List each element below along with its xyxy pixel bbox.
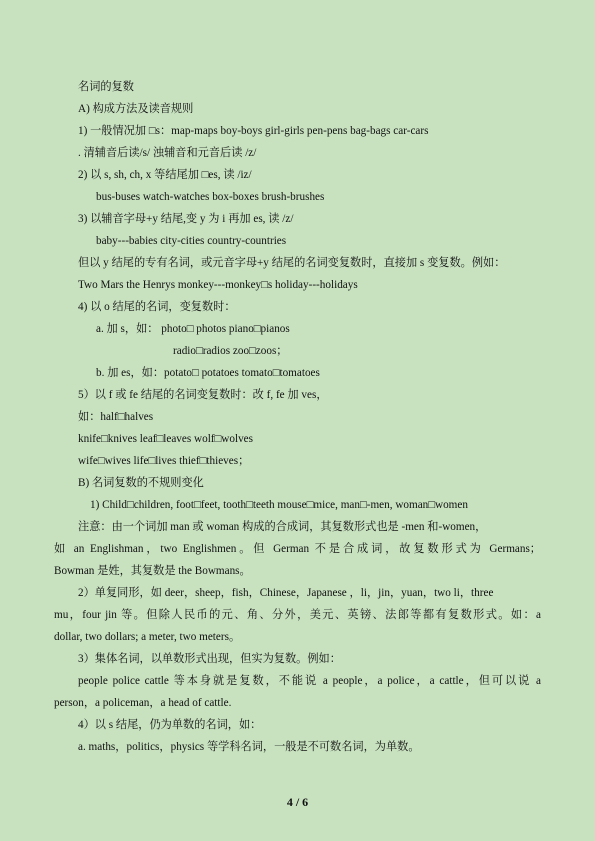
irregular-2-line: 2）单复同形，如 deer，sheep，fish，Chinese，Japanese ，li，jin，yuan，two li，three <box>78 587 494 599</box>
rule-4a-continued: radio□radios zoo□zoos； <box>173 345 288 357</box>
rule-5-example-2: knife□knives leaf□leaves wolf□wolves <box>78 433 253 445</box>
rule-5-example-1: 如：half□halves <box>78 411 154 423</box>
irregular-2-examples: dollar, two dollars; a meter, two meters。 <box>54 631 241 643</box>
rule-2-examples: bus-buses watch-watches box-boxes brush-brushes <box>96 191 325 203</box>
section-b-heading: B) 名词复数的不规则变化 <box>78 477 204 489</box>
collective-noun-line: people police cattle 等本身就是复数，不能说 a people，a police，a cattle，但可以说 a <box>78 675 541 687</box>
compound-example-line: 如 an Englishman，two Englishmen。但 German 不是合成词，故复数形式为 Germans； <box>54 543 541 555</box>
rule-3-line: 3) 以辅音字母+y 结尾,变 y 为 i 再加 es, 读 /z/ <box>78 213 294 225</box>
rule-1-pronunciation: . 清辅音后读/s/ 浊辅音和元音后读 /z/ <box>78 147 257 159</box>
rule-2-line: 2) 以 s, sh, ch, x 等结尾加 □es, 读 /iz/ <box>78 169 252 181</box>
rule-4-line: 4) 以 o 结尾的名词，变复数时： <box>78 301 236 313</box>
irregular-4-line: 4）以 s 结尾，仍为单数的名词，如： <box>78 719 262 731</box>
bowman-line: Bowman 是姓，其复数是 the Bowmans。 <box>54 565 251 577</box>
compound-note-line: 注意：由一个词加 man 或 woman 构成的合成词，其复数形式也是 -men 和-women， <box>78 521 487 533</box>
rule-4b-line: b. 加 es，如：potato□ potatoes tomato□tomatoes <box>96 367 320 379</box>
rule-3-examples: baby---babies city-cities country-countries <box>96 235 287 247</box>
irregular-4a-line: a. maths，politics，physics 等学科名词，一般是不可数名词，为单数。 <box>78 741 420 753</box>
rule-5-example-3: wife□wives life□lives thief□thieves； <box>78 455 250 467</box>
irregular-2-continued: mu，four jin 等。但除人民币的元、角、分外，美元、英镑、法郎等都有复数形式。如：a <box>54 609 541 621</box>
page-number: 4 / 6 <box>286 795 309 809</box>
proper-noun-examples: Two Mars the Henrys monkey---monkey□s holiday---holidays <box>78 279 358 291</box>
irregular-1-line: 1) Child□children, foot□feet, tooth□teeth mouse□mice, man□-men, woman□women <box>90 499 468 511</box>
rule-1-line: 1) 一般情况加 □s：map-maps boy-boys girl-girls pen-pens bag-bags car-cars <box>78 125 429 137</box>
rule-4a-line: a. 加 s，如： photo□ photos piano□pianos <box>96 323 290 335</box>
rule-5-line: 5）以 f 或 fe 结尾的名词变复数时：改 f, fe 加 ves， <box>78 389 328 401</box>
heading-noun-plural: 名词的复数 <box>78 81 134 93</box>
collective-noun-examples: person，a policeman，a head of cattle. <box>54 697 232 709</box>
proper-noun-note: 但以 y 结尾的专有名词，或元音字母+y 结尾的名词变复数时，直接加 s 变复数。例如： <box>78 257 506 269</box>
section-a-heading: A) 构成方法及读音规则 <box>78 103 194 115</box>
irregular-3-line: 3）集体名词，以单数形式出现，但实为复数。例如： <box>78 653 341 665</box>
